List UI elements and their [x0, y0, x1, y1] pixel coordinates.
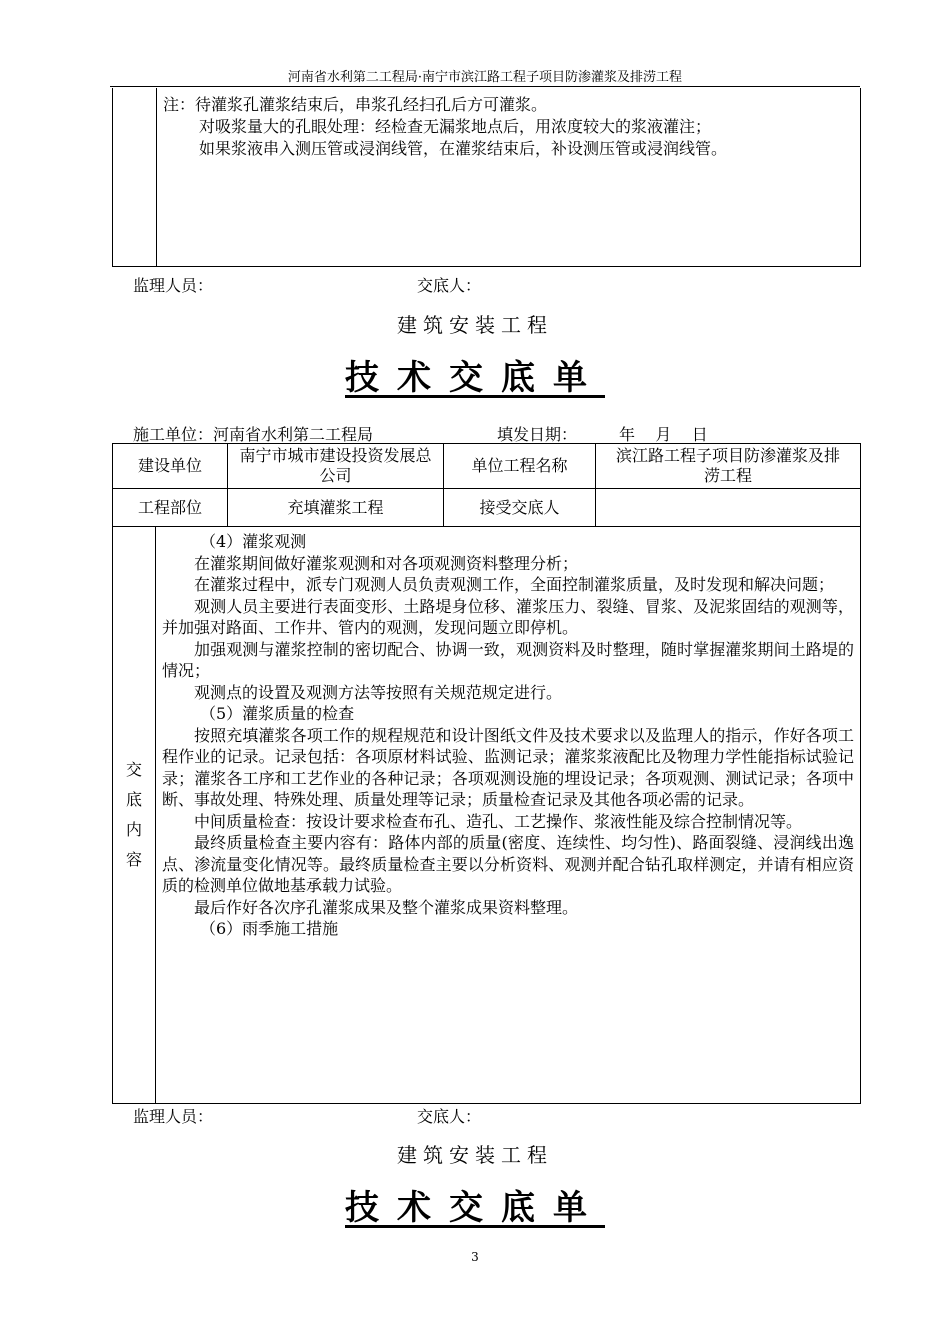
- build-unit-label: 建设单位: [113, 444, 228, 489]
- note-line: 对吸浆量大的孔眼处理：经检查无漏浆地点后，用浓度较大的浆液灌注；: [199, 117, 712, 136]
- issue-date-label: 填发日期：: [497, 425, 578, 444]
- continued-table-content: [163, 94, 853, 160]
- continued-table-label-column: [113, 88, 157, 266]
- content-paragraph: 在灌浆期间做好灌浆观测和对各项观测资料整理分析；: [194, 553, 579, 573]
- content-heading: （6）雨季施工措施: [200, 919, 339, 938]
- note-line: 如果浆液串入测压管或浸润线管，在灌浆结束后，补设测压管或浸润线管。: [199, 139, 728, 158]
- content-label-cell: [113, 527, 156, 1104]
- handover-person-label: 交底人：: [417, 276, 482, 295]
- content-paragraph: 最后作好各次序孔灌浆成果及整个灌浆成果资料整理。: [194, 897, 579, 917]
- content-label-char: 底: [125, 790, 142, 809]
- supervisor-label: 监理人员：: [133, 276, 214, 295]
- section-title-text: 技术交底单: [345, 1188, 605, 1228]
- content-paragraph: 加强观测与灌浆控制的密切配合、协调一致，观测资料及时整理，随时掌握灌浆期间土路堤的情况；: [162, 639, 855, 680]
- table-row: [113, 444, 861, 489]
- content-label-char: 交: [125, 760, 142, 779]
- content-paragraph: 观测点的设置及观测方法等按照有关规范规定进行。: [194, 682, 563, 702]
- supervisor-label: 监理人员：: [133, 1107, 214, 1126]
- section-title: [0, 350, 950, 399]
- content-heading: （4）灌浆观测: [200, 532, 307, 551]
- running-header: 河南省水利第二工程局·南宁市滨江路工程子项目防渗灌浆及排涝工程: [287, 70, 683, 85]
- project-part-value: 充填灌浆工程: [228, 489, 444, 527]
- continued-table: [112, 88, 861, 267]
- content-paragraph: 按照充填灌浆各项工作的规程规范和设计图纸文件及技术要求以及监理人的指示，作好各项工程作业的记录。记录包括：各项原材料试验、监测记录；灌浆浆液配比及物理力学性能指标试验记录；灌浆各工序和工艺作业的各种记录；各项观测设施的埋设记录；各项观测、测试记录；各项中断、事故处理、特殊处理、质量处理等记录；质量检查记录及其他各项必需的记录。: [162, 725, 855, 809]
- content-paragraph: 中间质量检查：按设计要求检查布孔、造孔、工艺操作、浆液性能及综合控制情况等。: [194, 811, 803, 831]
- note-line: 注：待灌浆孔灌浆结束后，串浆孔经扫孔后方可灌浆。: [163, 95, 548, 114]
- header-divider: [110, 86, 860, 87]
- content-label-char: 容: [125, 850, 142, 869]
- page-number: 3: [471, 1250, 479, 1264]
- receiver-value: [596, 489, 861, 527]
- table-row: [113, 489, 861, 527]
- receiver-label: 接受交底人: [444, 489, 596, 527]
- content-paragraph: 在灌浆过程中，派专门观测人员负责观测工作，全面控制灌浆质量，及时发现和解决问题；: [194, 575, 835, 594]
- construction-unit: 施工单位：河南省水利第二工程局: [133, 425, 374, 444]
- section-subtitle: 建筑安装工程: [397, 1143, 553, 1167]
- content-body: [156, 527, 860, 940]
- content-cell: [156, 527, 861, 1104]
- build-unit-value: 南宁市城市建设投资发展总公司: [228, 444, 444, 489]
- project-name-value: 滨江路工程子项目防渗灌浆及排涝工程: [596, 444, 861, 489]
- section-title: [0, 1180, 950, 1229]
- section-title-text: 技术交底单: [345, 358, 605, 398]
- issue-date-value: 年 月 日: [619, 425, 708, 444]
- content-heading: （5）灌浆质量的检查: [200, 704, 355, 723]
- handover-person-label: 交底人：: [417, 1107, 482, 1126]
- content-label-char: 内: [125, 820, 142, 839]
- table-row: [113, 527, 861, 1104]
- project-name-label: 单位工程名称: [444, 444, 596, 489]
- section-subtitle: 建筑安装工程: [397, 313, 553, 337]
- content-paragraph: 观测人员主要进行表面变形、土路堤身位移、灌浆压力、裂缝、冒浆、及泥浆固结的观测等，并加强对路面、工作井、管内的观测，发现问题立即停机。: [162, 596, 855, 637]
- project-part-label: 工程部位: [113, 489, 228, 527]
- content-paragraph: 最终质量检查主要内容有：路体内部的质量(密度、连续性、均匀性)、路面裂缝、浸润线出逸点、渗流量变化情况等。最终质量检查主要以分析资料、观测并配合钻孔取样测定，并请有相应资质的检测单位做地基承载力试验。: [162, 833, 855, 895]
- handover-form-table: [112, 443, 861, 1104]
